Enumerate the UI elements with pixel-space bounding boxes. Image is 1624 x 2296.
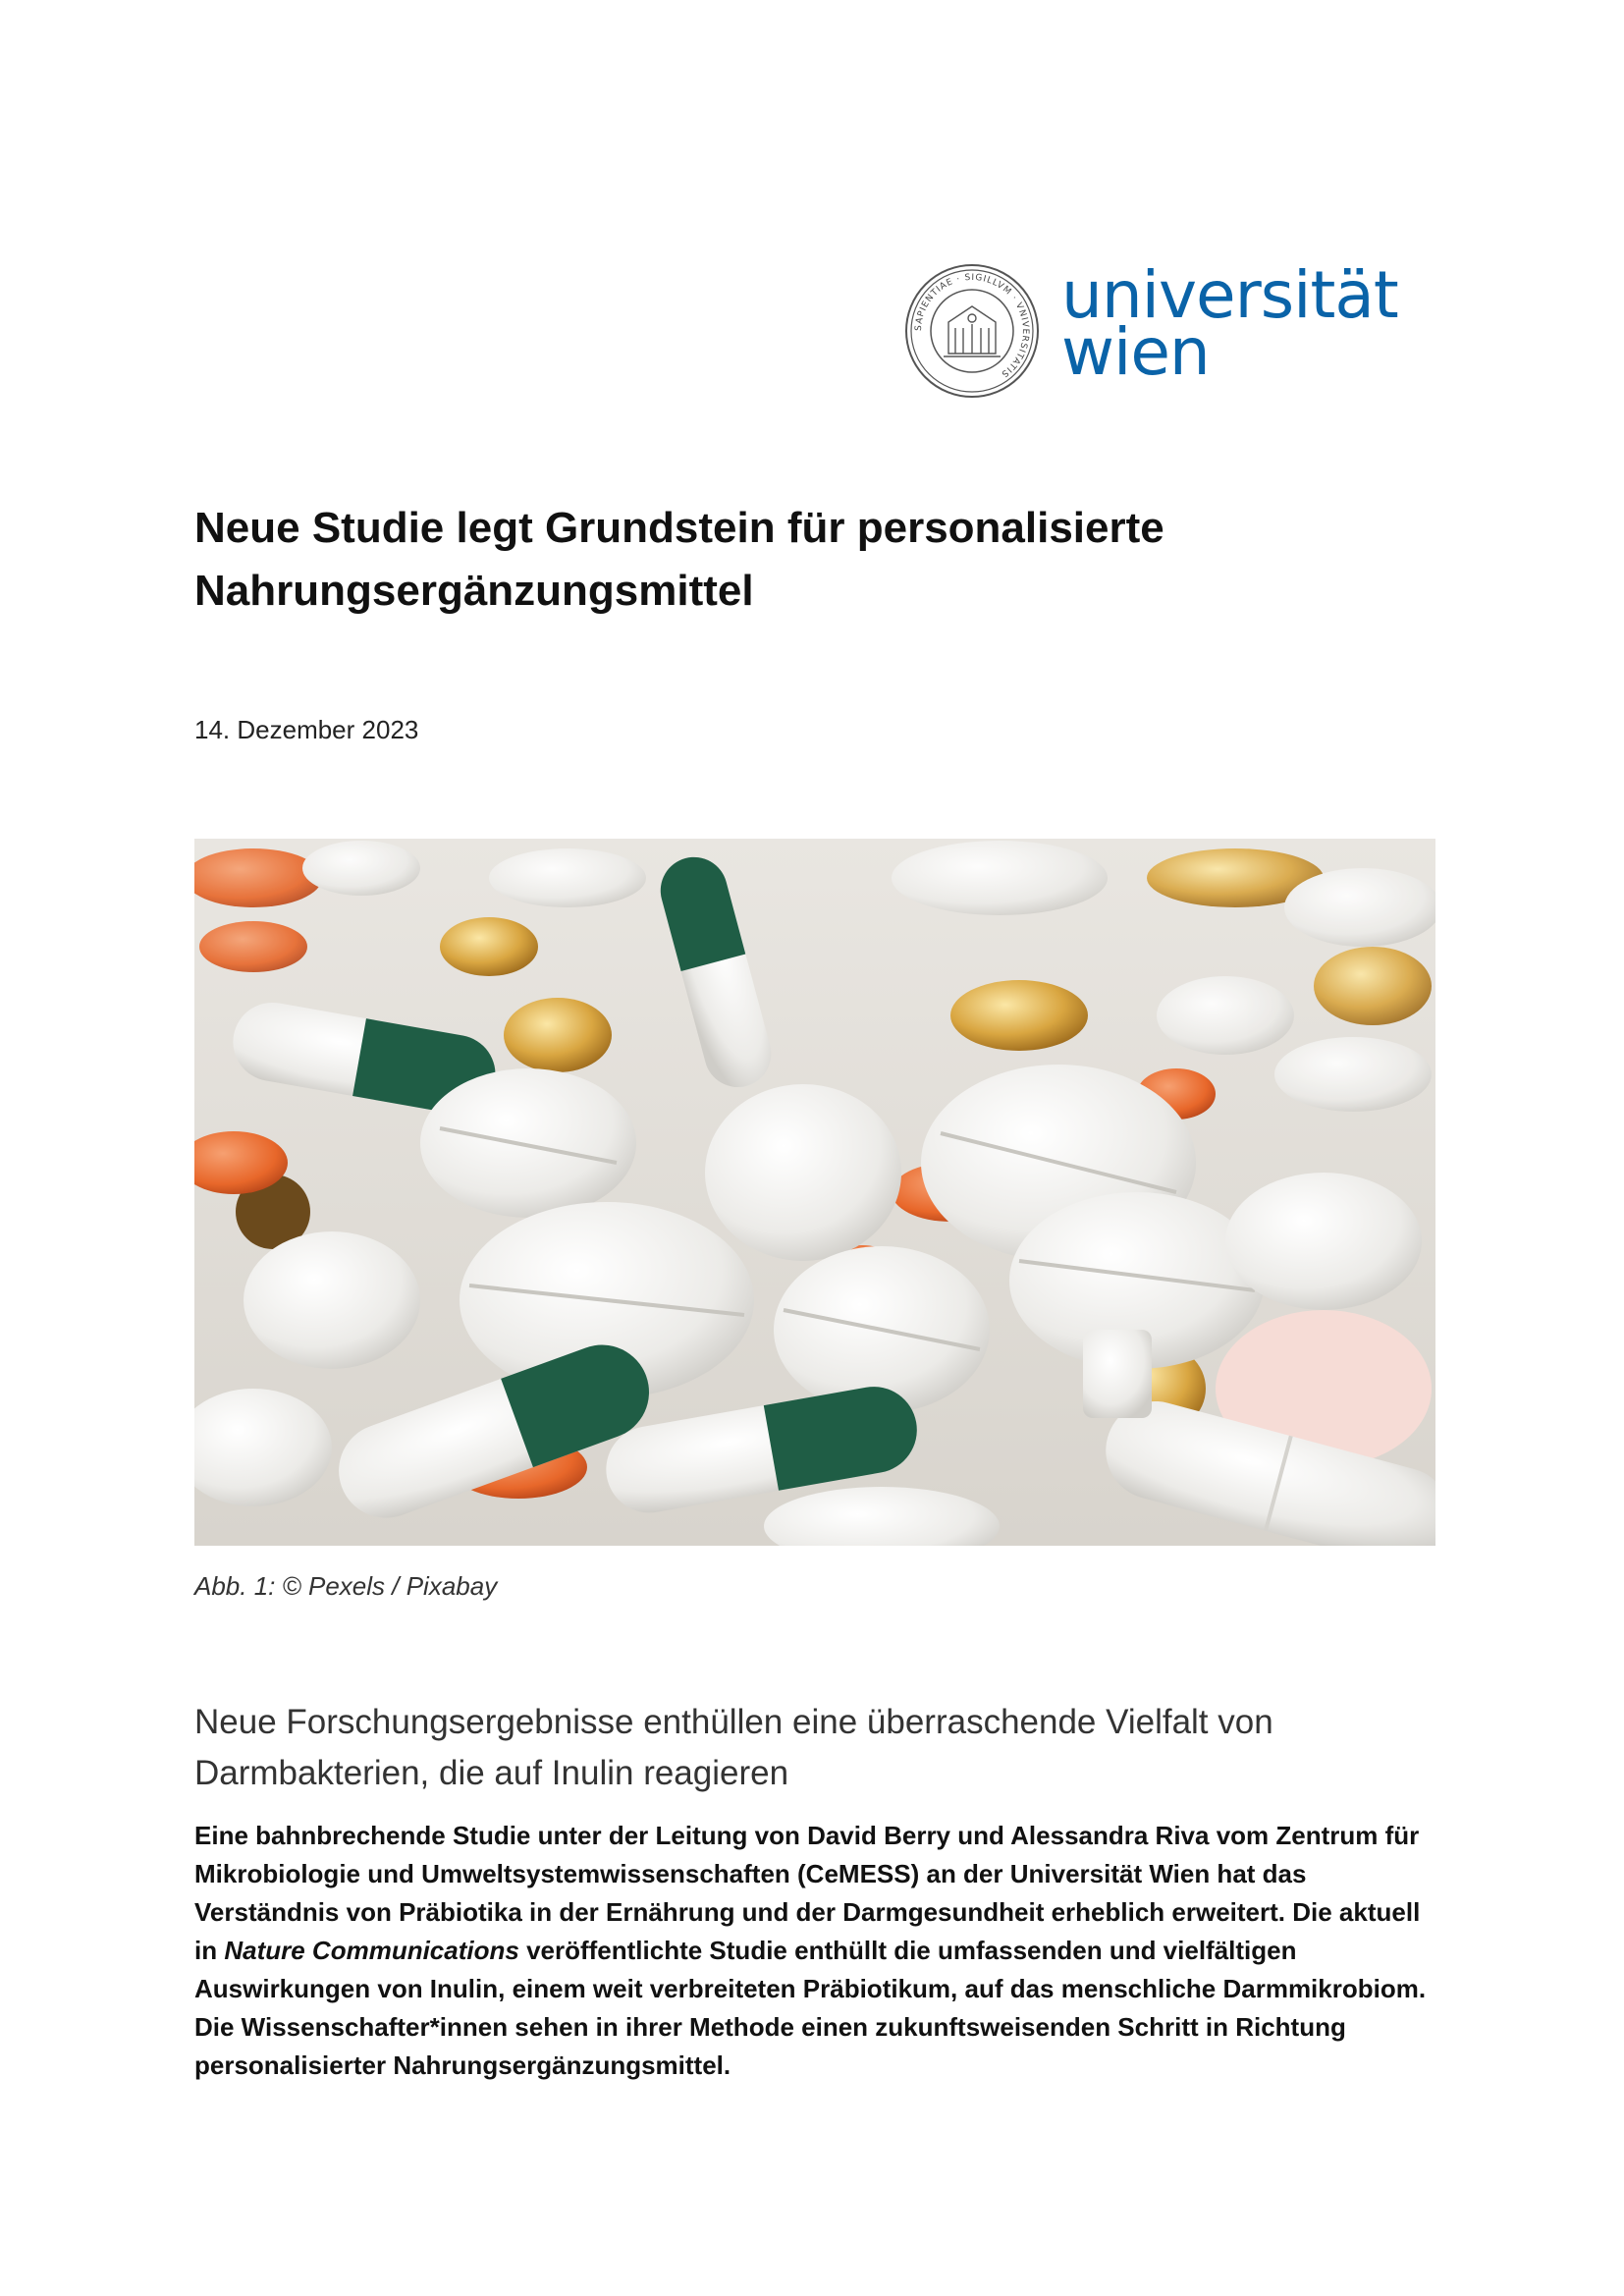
page-title: Neue Studie legt Grundstein für personalisierte Nahrungsergänzungsmittel — [194, 504, 1164, 615]
journal-name: Nature Communications — [224, 1936, 519, 1965]
article-subtitle: Neue Forschungsergebnisse enthüllen eine überraschende Vielfalt von Darmbakterien, die auf Inulin reagieren — [194, 1703, 1273, 1792]
image-caption: Abb. 1: © Pexels / Pixabay — [194, 1571, 498, 1601]
pills-illustration — [194, 839, 1435, 1546]
lead-text-part-2: veröffentlichte Studie enthüllt die umfassenden und vielfältigen Auswirkungen von Inulin, einem weit verbreiteten Präbiotikum, auf das menschliche Darmmikrobiom. Die Wissenschafter*innen sehen in ihrer Methode einen zukunftsweisenden Schritt in Richtung personalisierter Nahrungsergänzungsmittel. — [194, 1936, 1427, 2080]
university-wordmark — [1061, 257, 1398, 390]
university-logo — [904, 257, 1415, 401]
lead-paragraph — [194, 1817, 1435, 2085]
publication-date: 14. Dezember 2023 — [194, 715, 419, 744]
lead-text-part-1: Eine bahnbrechende Studie unter der Leitung von David Berry und Alessandra Riva vom Zentrum für Mikrobiologie und Umweltsystemwissenschaften (CeMESS) an der Universität Wien hat das Verständnis von Präbiotika in der Ernährung und der Darmgesundheit erheblich erweitert. Die aktuell in — [194, 1821, 1421, 1965]
svg-text:SAPIENTIAE · SIGILLVM · VNIVER: SAPIENTIAE · SIGILLVM · VNIVERSITATIS — [913, 272, 1031, 379]
pills-photo — [194, 839, 1435, 1546]
university-seal-icon — [904, 263, 1040, 399]
wordmark-line-2: wien — [1061, 314, 1210, 390]
wordmark-line-1: universität — [1061, 257, 1398, 333]
